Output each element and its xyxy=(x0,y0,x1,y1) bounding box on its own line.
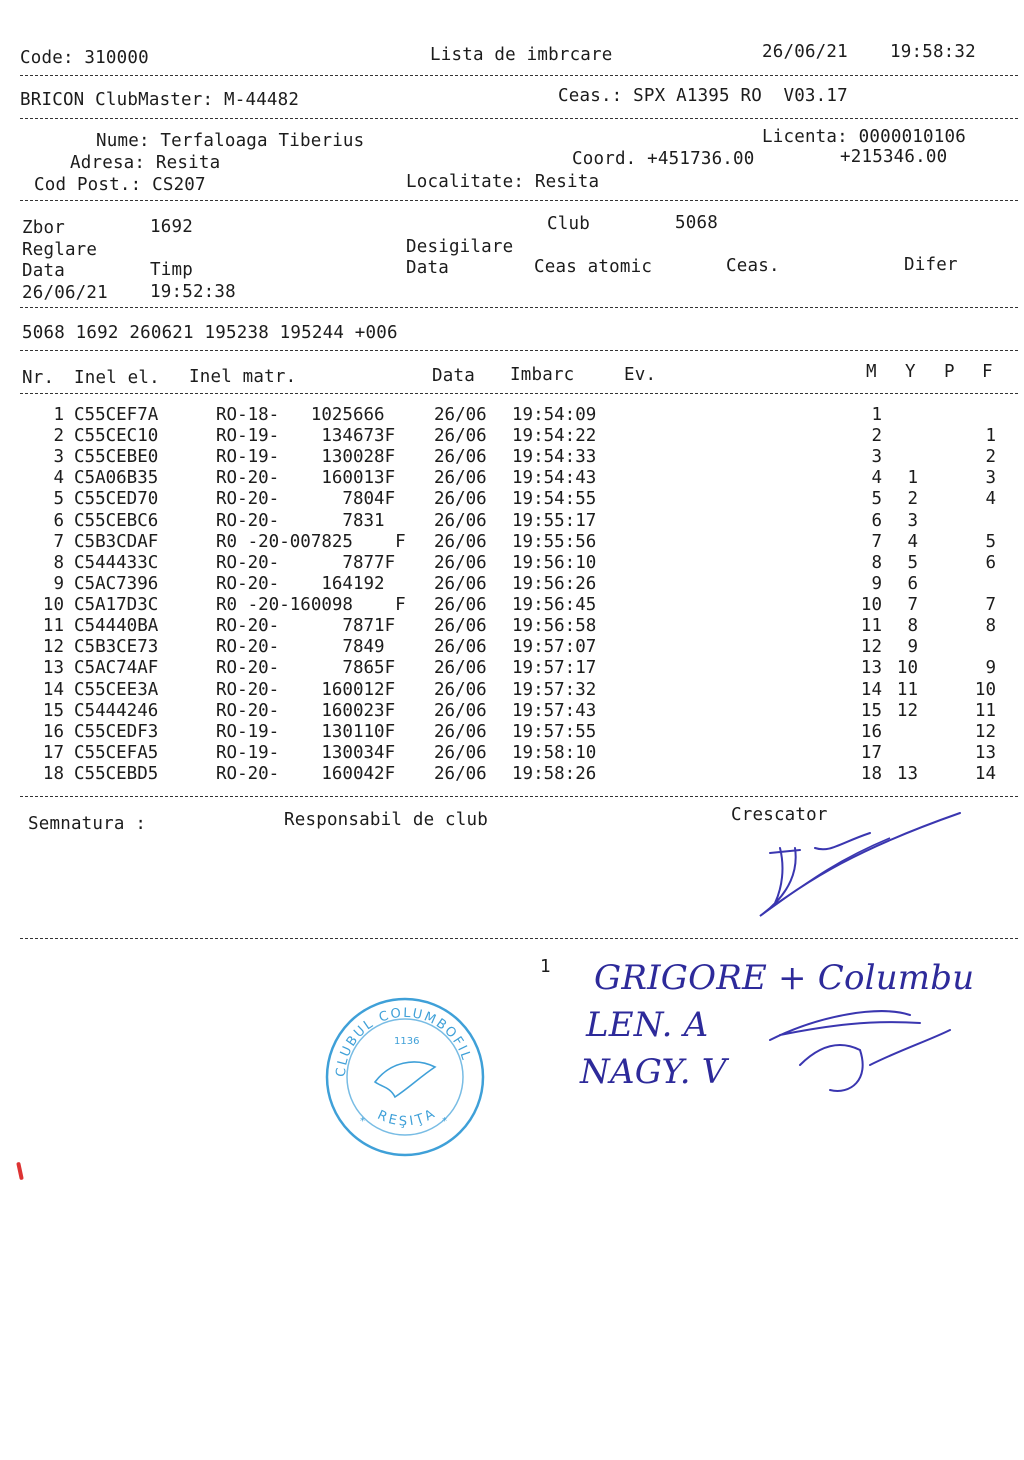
row-nr: 9 xyxy=(53,573,64,594)
row-nr: 5 xyxy=(53,489,64,510)
row-ring-el: C55CEBC6 xyxy=(74,510,159,531)
row-basketing-time: 19:58:10 xyxy=(512,742,597,763)
handwritten-name-3: NAGY. V xyxy=(580,1052,727,1092)
row-nr: 18 xyxy=(42,764,64,785)
row-m: 15 xyxy=(860,700,882,721)
row-y: 12 xyxy=(896,700,918,721)
svg-text:*: * xyxy=(442,1116,447,1127)
row-y: 5 xyxy=(907,552,918,573)
postal-code: Cod Post.: CS207 xyxy=(34,175,206,195)
divider xyxy=(20,307,1018,308)
row-m: 8 xyxy=(871,552,882,573)
row-ring-el: C55CEDF3 xyxy=(74,721,159,742)
row-basketing-time: 19:56:58 xyxy=(512,616,597,637)
row-date: 26/06 xyxy=(434,510,487,531)
col-header-f: F xyxy=(982,362,993,382)
col-header-basketing: Imbarc xyxy=(510,365,575,385)
row-ring-matr: RO-19- 130110F xyxy=(216,721,396,742)
row-ring-matr: RO-20- 7804F xyxy=(216,489,396,510)
divider xyxy=(20,350,1018,351)
row-ring-matr: RO-20- 7865F xyxy=(216,658,396,679)
row-f: 5 xyxy=(985,531,996,552)
handwritten-name-2: LEN. A xyxy=(586,1005,709,1045)
flight-number: 1692 xyxy=(150,217,193,237)
owner-name: Nume: Terfaloaga Tiberius xyxy=(96,131,365,151)
divider xyxy=(20,393,1018,394)
divider xyxy=(20,75,1018,76)
row-ring-matr: RO-20- 160042F xyxy=(216,764,396,785)
row-date: 26/06 xyxy=(434,616,487,637)
row-ring-matr: RO-20- 7871F xyxy=(216,616,396,637)
header-time: 19:58:32 xyxy=(890,42,976,62)
row-nr: 14 xyxy=(42,679,64,700)
row-m: 11 xyxy=(860,616,882,637)
flight-label: Zbor xyxy=(22,218,65,238)
row-basketing-time: 19:54:33 xyxy=(512,447,597,468)
row-basketing-time: 19:54:09 xyxy=(512,405,597,425)
unsealing-label: Desigilare xyxy=(406,237,514,257)
row-nr: 15 xyxy=(42,700,64,721)
row-basketing-time: 19:57:43 xyxy=(512,700,597,721)
row-date: 26/06 xyxy=(434,573,487,594)
row-ring-el: C5B3CDAF xyxy=(74,531,159,552)
row-ring-el: C5444246 xyxy=(74,700,159,721)
row-date: 26/06 xyxy=(434,489,487,510)
time-label: Timp xyxy=(150,260,193,280)
row-m: 12 xyxy=(860,637,882,658)
row-ring-el: C5A06B35 xyxy=(74,468,159,489)
row-date: 26/06 xyxy=(434,595,487,616)
row-ring-matr: RO-19- 134673F xyxy=(216,426,396,447)
row-m: 14 xyxy=(860,679,882,700)
row-y: 3 xyxy=(907,510,918,531)
row-nr: 2 xyxy=(53,426,64,447)
row-ring-el: C55CEF7A xyxy=(74,405,159,425)
clock-label: Ceas. xyxy=(726,256,780,276)
col-header-date: Data xyxy=(432,366,475,386)
row-y: 10 xyxy=(896,658,918,679)
row-ring-matr: RO-20- 164192 xyxy=(216,573,396,594)
row-f: 10 xyxy=(974,679,996,700)
row-date: 26/06 xyxy=(434,426,487,447)
row-m: 5 xyxy=(871,489,882,510)
divider xyxy=(20,796,1018,797)
locality: Localitate: Resita xyxy=(406,172,600,192)
row-m: 3 xyxy=(871,447,882,468)
row-nr: 11 xyxy=(42,616,64,637)
row-y: 6 xyxy=(907,573,918,594)
row-ring-el: C544433C xyxy=(74,552,159,573)
row-ring-el: C5B3CE73 xyxy=(74,637,159,658)
signature-label: Semnatura : xyxy=(28,814,147,834)
row-basketing-time: 19:58:26 xyxy=(512,764,597,785)
row-ring-matr: RO-20- 7849 xyxy=(216,637,396,658)
row-nr: 12 xyxy=(42,637,64,658)
row-m: 13 xyxy=(860,658,882,679)
clock-info: Ceas.: SPX A1395 RO V03.17 xyxy=(558,86,848,106)
club-number: 5068 xyxy=(675,213,718,233)
col-header-nr: Nr. xyxy=(22,368,55,388)
date-label-2: Data xyxy=(406,258,449,278)
row-ring-el: C5AC7396 xyxy=(74,573,159,594)
atomic-clock-label: Ceas atomic xyxy=(534,257,653,277)
row-y: 8 xyxy=(907,616,918,637)
row-m: 2 xyxy=(871,426,882,447)
row-ring-matr: RO-20- 160012F xyxy=(216,679,396,700)
row-ring-el: C55CEE3A xyxy=(74,679,159,700)
row-m: 1 xyxy=(871,405,882,425)
row-m: 9 xyxy=(871,573,882,594)
divider xyxy=(20,200,1018,201)
row-ring-matr: RO-19- 130034F xyxy=(216,742,396,763)
row-y: 7 xyxy=(907,595,918,616)
setting-date: 26/06/21 xyxy=(22,283,108,303)
row-y: 2 xyxy=(907,489,918,510)
summary-line: 5068 1692 260621 195238 195244 +006 xyxy=(22,323,398,343)
row-nr: 10 xyxy=(42,595,64,616)
row-nr: 8 xyxy=(53,552,64,573)
row-y: 13 xyxy=(896,764,918,785)
row-nr: 17 xyxy=(42,742,64,763)
date-label: Data xyxy=(22,261,65,281)
row-date: 26/06 xyxy=(434,447,487,468)
club-label: Club xyxy=(547,214,590,234)
row-y: 9 xyxy=(907,637,918,658)
row-m: 4 xyxy=(871,468,882,489)
row-m: 6 xyxy=(871,510,882,531)
col-header-ring-el: Inel el. xyxy=(74,368,160,388)
row-ring-matr: RO-18- 1025666 xyxy=(216,405,385,425)
row-basketing-time: 19:56:26 xyxy=(512,573,597,594)
row-basketing-time: 19:57:17 xyxy=(512,658,597,679)
row-basketing-time: 19:56:45 xyxy=(512,595,597,616)
row-ring-el: C5A17D3C xyxy=(74,595,159,616)
row-f: 7 xyxy=(985,595,996,616)
row-basketing-time: 19:56:10 xyxy=(512,552,597,573)
row-ring-el: C55CED70 xyxy=(74,489,159,510)
clubmaster-label: BRICON ClubMaster: M-44482 xyxy=(20,90,300,110)
row-f: 13 xyxy=(974,742,996,763)
row-basketing-time: 19:54:55 xyxy=(512,489,597,510)
row-date: 26/06 xyxy=(434,658,487,679)
row-f: 11 xyxy=(974,700,996,721)
handwritten-signatures xyxy=(760,995,960,1105)
setting-label: Reglare xyxy=(22,240,98,260)
row-y: 4 xyxy=(907,531,918,552)
club-stamp xyxy=(320,992,490,1162)
owner-address: Adresa: Resita xyxy=(70,153,221,173)
row-f: 1 xyxy=(985,426,996,447)
row-nr: 1 xyxy=(53,405,64,425)
row-f: 3 xyxy=(985,468,996,489)
row-nr: 3 xyxy=(53,447,64,468)
row-ring-el: C55CEFA5 xyxy=(74,742,159,763)
row-ring-el: C55CEC10 xyxy=(74,426,159,447)
row-f: 12 xyxy=(974,721,996,742)
stamp-top-text: CLUBUL COLUMBOFIL xyxy=(333,1005,474,1078)
row-f: 4 xyxy=(985,489,996,510)
row-ring-el: C5AC74AF xyxy=(74,658,159,679)
row-nr: 7 xyxy=(53,531,64,552)
coordinates-lat: Coord. +451736.00 xyxy=(572,149,755,169)
row-m: 17 xyxy=(860,742,882,763)
row-ring-matr: RO-20- 7877F xyxy=(216,552,396,573)
row-f: 9 xyxy=(985,658,996,679)
row-date: 26/06 xyxy=(434,764,487,785)
stamp-bottom-text: REŞIŢA xyxy=(375,1105,440,1130)
row-date: 26/06 xyxy=(434,637,487,658)
row-y: 1 xyxy=(907,468,918,489)
row-ring-matr: RO-19- 130028F xyxy=(216,447,396,468)
col-header-ev: Ev. xyxy=(624,365,657,385)
code-label: Code: 310000 xyxy=(20,48,149,68)
license-number: Licenta: 0000010106 xyxy=(762,127,966,147)
row-nr: 6 xyxy=(53,510,64,531)
row-nr: 16 xyxy=(42,721,64,742)
col-header-p: P xyxy=(944,362,955,382)
row-ring-matr: RO-20- 7831 xyxy=(216,510,396,531)
col-header-ring-matr: Inel matr. xyxy=(189,367,297,387)
row-ring-matr: R0 -20-007825 F xyxy=(216,531,406,552)
handwritten-name-1: GRIGORE + Columbu xyxy=(594,958,975,998)
row-basketing-time: 19:55:17 xyxy=(512,510,597,531)
row-nr: 13 xyxy=(42,658,64,679)
row-basketing-time: 19:57:32 xyxy=(512,679,597,700)
row-basketing-time: 19:54:43 xyxy=(512,468,597,489)
row-date: 26/06 xyxy=(434,700,487,721)
row-m: 18 xyxy=(860,764,882,785)
row-basketing-time: 19:57:07 xyxy=(512,637,597,658)
row-f: 14 xyxy=(974,764,996,785)
document-title: Lista de imbrcare xyxy=(430,45,613,65)
difference-label: Difer xyxy=(904,255,958,275)
row-date: 26/06 xyxy=(434,742,487,763)
breeder-signature xyxy=(740,808,980,923)
row-m: 7 xyxy=(871,531,882,552)
row-basketing-time: 19:57:55 xyxy=(512,721,597,742)
row-f: 8 xyxy=(985,616,996,637)
row-date: 26/06 xyxy=(434,679,487,700)
row-ring-el: C55CEBD5 xyxy=(74,764,159,785)
col-header-m: M xyxy=(866,362,877,382)
row-f: 6 xyxy=(985,552,996,573)
row-ring-matr: R0 -20-160098 F xyxy=(216,595,406,616)
row-date: 26/06 xyxy=(434,552,487,573)
row-m: 10 xyxy=(860,595,882,616)
breeder-label: Crescator xyxy=(731,805,828,825)
coordinates-lon: +215346.00 xyxy=(840,147,948,167)
row-ring-matr: RO-20- 160013F xyxy=(216,468,396,489)
setting-time: 19:52:38 xyxy=(150,282,236,302)
row-basketing-time: 19:54:22 xyxy=(512,426,597,447)
ink-mark xyxy=(16,1162,24,1180)
divider xyxy=(20,118,1018,119)
header-date: 26/06/21 xyxy=(762,42,848,62)
row-nr: 4 xyxy=(53,468,64,489)
row-f: 2 xyxy=(985,447,996,468)
row-ring-el: C55CEBE0 xyxy=(74,447,159,468)
row-m: 16 xyxy=(860,721,882,742)
page-number: 1 xyxy=(540,957,551,977)
divider xyxy=(20,938,1018,939)
row-date: 26/06 xyxy=(434,405,487,425)
row-date: 26/06 xyxy=(434,468,487,489)
row-date: 26/06 xyxy=(434,531,487,552)
row-date: 26/06 xyxy=(434,721,487,742)
svg-text:*: * xyxy=(360,1116,365,1127)
club-responsible-label: Responsabil de club xyxy=(284,810,488,830)
row-basketing-time: 19:55:56 xyxy=(512,531,597,552)
stamp-year: 1136 xyxy=(394,1036,420,1047)
row-ring-matr: RO-20- 160023F xyxy=(216,700,396,721)
row-ring-el: C54440BA xyxy=(74,616,159,637)
row-y: 11 xyxy=(896,679,918,700)
col-header-y: Y xyxy=(905,362,916,382)
